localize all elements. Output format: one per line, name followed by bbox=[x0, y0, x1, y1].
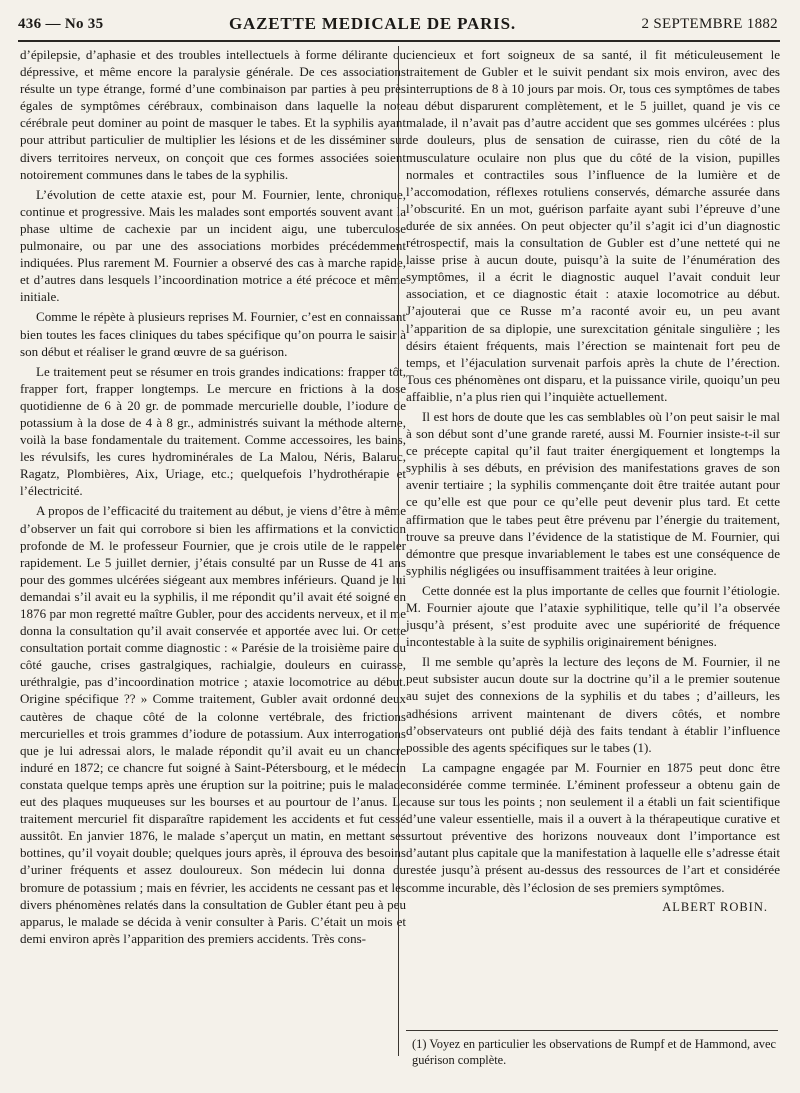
journal-title: GAZETTE MEDICALE DE PARIS. bbox=[229, 14, 516, 33]
right-column bbox=[406, 46, 780, 916]
issue-date: 2 SEPTEMBRE 1882 bbox=[641, 15, 778, 32]
paragraph: Le traitement peut se résumer en trois grandes indications: frapper tôt, frapper fort, frapper longtemps. Le mercure en frictions à la dose quotidienne de 6 à 20 gr. de pommade mercurielle double, l’iodure de potassium à la dose de 4 à 8 gr., administrés suivant la méthode alterne, voilà la base fondamentale du traitement. Comme accessoires, les bains, les révulsifs, les cures hydrominérales de La Malou, Néris, Balaruc, Ragatz, Plombières, Aix, Uriage, etc.; quelquefois l’hydrothérapie et l’électricité. bbox=[20, 363, 406, 499]
paragraph: Il est hors de doute que les cas semblables où l’on peut saisir le mal à son début sont d’une grande rareté, aussi M. Fournier insiste-t-il sur ce précepte capital qu’il faut traiter énergiquement et longtemps la syphilis à ses débuts, en prévision des manifestations graves de son avenir tertiaire ; la syphilis commençante doit être traitée autant pour ce qu’elle est que pour ce qu’elle peut devenir plus tard. Et cette affirmation que le tabes peut être prévenu par l’énergie du traitement, trouve sa preuve dans l’évidence de la statistique de M. Fournier, qui démontre que presque invariablement le tabes est une conséquence de syphilis négligées ou insuffisamment traitées à leur origine. bbox=[406, 408, 780, 578]
footnote-rule bbox=[406, 1030, 778, 1031]
paragraph: Cette donnée est la plus importante de celles que fournit l’étiologie. M. Fournier ajoute que l’ataxie syphilitique, telle qu’il l’a observée jusqu’à présent, s’est produite avec une supériorité de fréquence incontestable à la suite de syphilis originairement bénignes. bbox=[406, 582, 780, 650]
footnote: (1) Voyez en particulier les observations de Rumpf et de Hammond, avec guérison complète. bbox=[412, 1037, 776, 1067]
page-header bbox=[18, 10, 778, 38]
paragraph: Il me semble qu’après la lecture des leçons de M. Fournier, il ne peut subsister aucun doute sur la doctrine qu’il a le premier soutenue au sujet des connexions de la syphilis et du tabes ; d’ailleurs, les adhésions arrivent maintenant de divers côtés, et nombre d’observateurs ont publié déjà des faits tendant à établir l’influence possible des agents spécifiques sur le tabes (1). bbox=[406, 654, 780, 755]
page-number: 436 bbox=[18, 15, 42, 32]
left-column bbox=[20, 46, 406, 947]
paragraph: La campagne engagée par M. Fournier en 1875 peut donc être considérée comme terminée. L’éminent professeur a obtenu gain de cause sur tous les points ; non seulement il a établi un fait scientifique d’une valeur essentielle, mais il a ouvert à la thérapeutique curative et surtout préventive des horizons nouveaux dont l’importance est d’autant plus capitale que la manifestation à laquelle elle s’adresse était restée jusqu’à présent au-dessus des ressources de l’art et considérée comme incurable, dès l’éclosion de ses premiers symptômes. bbox=[406, 759, 780, 895]
header-rule bbox=[18, 40, 780, 42]
paragraph: ciencieux et fort soigneux de sa santé, il fit méticuleusement le traitement de Gubler et le suivit pendant six mois environ, avec des interruptions de 8 à 10 jours par mois. Or, tous ces symptômes de tabes au début disparurent complètement, et le 5 juillet, quand je vis ce malade, il n’avait pas d’autre accident que ses gommes ulcérées : plus de douleurs, plus de sensation de cuirasse, rien du côté de la musculature oculaire non plus que du côté de la vision, pupilles normales et contractiles sous l’influence de la lumière et de l’accomodation, réflexes rotuliens conservés, démarche assurée dans l’obscurité. En un mot, guérison parfaite ayant subi l’épreuve d’une durée de six années. On peut objecter qu’il s’agit ici d’un diagnostic rétrospectif, mais la consultation de Gubler est d’une netteté qui ne laisse prise à aucun doute, puisqu’à la suite de l’énumération des symptômes, il a écrit le diagnostic auquel l’avait conduit leur association, et ce diagnostic était : ataxie locomotrice au début. J’ajouterai que ce Russe m’a raconté avoir eu, un peu avant l’apparition de sa diplopie, une surexcitation génitale singulière ; les désirs étaient fréquents, mais l’érection se maintenait fort peu de temps, et l’éjaculation survenait parfois après la chute de l’érection. Tous ces phénomènes ont disparu, et la puissance virile, quoiqu’un peu affaiblie, n’a plus rien qui l’inquiète actuellement. bbox=[406, 47, 780, 404]
paragraph: Comme le répète à plusieurs reprises M. Fournier, c’est en connaissant bien toutes les faces cliniques du tabes spécifique qu’on pourra le saisir à son début et réaliser le grand œuvre de sa guérison. bbox=[20, 309, 406, 359]
paragraph: A propos de l’efficacité du traitement au début, je viens d’être à même d’observer un fait qui corrobore si bien les affirmations et la conviction profonde de M. le professeur Fournier, que je crois utile de le rappeler rapidement. Le 5 juillet dernier, j’étais consulté par un Russe de 41 ans pour des gommes ulcérées siégeant aux membres inférieurs. Quand je lui demandai s’il avait eu la syphilis, il me répondit qu’il avait été soigné en 1876 par mon regretté maître Gubler, pour des accidents nerveux, et il me donna la consultation qu’il avait conservée et apportée avec lui. Or cette consultation portait comme diagnostic : « Parésie de la troisième paire du côté gauche, crises gastralgiques, rachialgie, douleurs en cuirasse, uréthralgie, pas d’incoordination motrice ; ataxie locomotrice au début. Origine spécifique ?? » Comme traitement, Gubler avait ordonné deux cautères de chaque côté de la colonne vertébrale, des frictions mercurielles et trois grammes d’iodure de potassium. Aux interrogations que je lui adressai alors, le malade répondit qu’il avait eu un chancre induré en 1872; ce chancre fut soigné à Saint-Pétersbourg, et le médecin constata quelque temps après une éruption sur la poitrine; puis le malade eut des plaques muqueuses sur les bourses et au pourtour de l’anus. Le traitement mercuriel fit disparaître rapidement les accidents et fut cessé aussitôt. En janvier 1876, le malade s’aperçut un matin, en mettant ses bottines, qu’il voyait double; quelques jours après, il éprouva des besoins d’uriner fréquents et assez douloureux. Son médecin lui donna du bromure de potassium ; mais en février, les accidents ne cessant pas et les divers phénomènes relatés dans la consultation de Gubler étant peu à peu apparus, le malade se décida à venir consulter à Paris. C’était un mois et demi environ après l’apparition des premiers accidents. Très cons- bbox=[20, 503, 406, 946]
paragraph: d’épilepsie, d’aphasie et des troubles intellectuels à forme délirante ou dépressive, et même encore la paralysie générale. De ces associations résulte un type étrange, formé d’une combinaison par parties à peu près égales de symptômes cérébraux, combinaison dans laquelle la note cérébrale peut dominer au point de masquer le tabes. Et la syphilis ayant pour attribut particulier de multiplier les lésions et de les disséminer sur divers territoires nerveux, on conçoit que ces formes associées soient notoirement communes dans le tabes de la syphilis. bbox=[20, 47, 406, 182]
paragraph: L’évolution de cette ataxie est, pour M. Fournier, lente, chronique, continue et progressive. Mais les malades sont emportés souvent avant la phase ultime de cachexie par un incident aigu, une tuberculose pulmonaire, ou par une des associations morbides précédemment indiquées. Plus rarement M. Fournier a observé des cas à marche rapide, et d’autres dans lesquels l’incoordination motrice a été précoce et même initiale. bbox=[20, 186, 406, 305]
column-divider bbox=[398, 46, 399, 1056]
issue-number: — No 35 bbox=[45, 15, 104, 32]
author-signature: ALBERT ROBIN. bbox=[662, 899, 768, 914]
page-number-issue bbox=[18, 16, 103, 33]
